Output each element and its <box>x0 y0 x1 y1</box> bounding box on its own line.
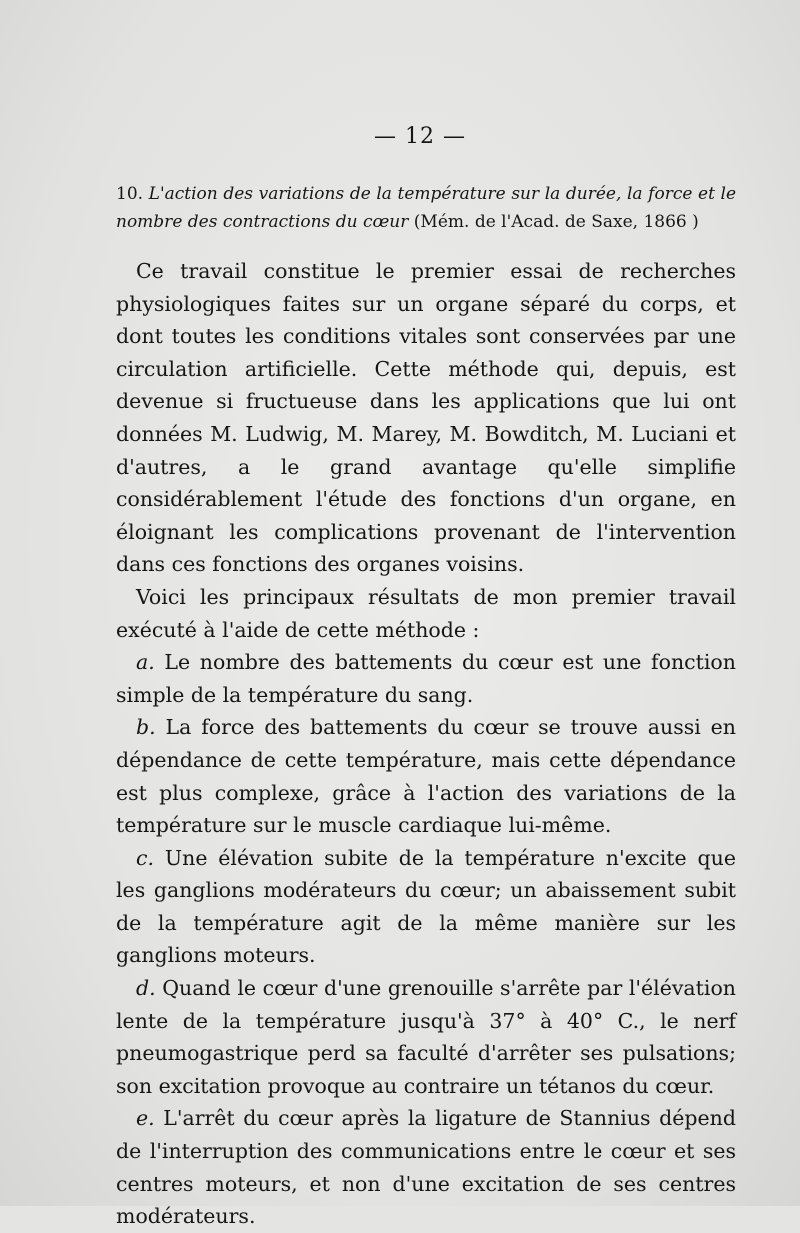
page-number: — 12 — <box>374 124 466 149</box>
result-text: La force des battements du cœur se trouve aussi en dépendance de cette température, mais cette dépendance est plus complexe, grâce à l'action des variations de la température sur le muscle cardiaque lui-même. <box>116 715 736 838</box>
citation-title: L'action des variations de la température sur la durée, la force et le nombre des contractions du cœur <box>116 184 736 232</box>
result-item-d <box>116 972 736 1102</box>
result-label: d. <box>136 976 156 1001</box>
result-item-c <box>116 842 736 972</box>
result-item-a <box>116 646 736 711</box>
result-item-e <box>116 1102 736 1232</box>
body-text <box>116 255 736 1233</box>
result-text: Une élévation subite de la température n'excite que les ganglions modérateurs du cœur; un abaissement subit de la température agit de la même manière sur les ganglions moteurs. <box>116 845 736 968</box>
result-item-b <box>116 711 736 841</box>
result-label: c. <box>136 845 154 870</box>
result-text: Quand le cœur d'une grenouille s'arrête par l'élévation lente de la température jusqu'à 37° à 40° C., le nerf pneumogastrique perd sa faculté d'arrêter ses pulsations; son excitation provoque au contraire un tétanos du cœur. <box>116 976 736 1098</box>
result-label: a. <box>136 650 155 675</box>
result-label: b. <box>136 715 156 740</box>
lead-paragraph: Voici les principaux résultats de mon premier travail exécuté à l'aide de cette méthode : <box>116 584 736 642</box>
result-text: Le nombre des battements du cœur est une fonction simple de la température du sang. <box>116 650 736 707</box>
citation-entry <box>116 180 736 236</box>
intro-paragraph: Ce travail constitue le premier essai de recherches physiologiques faites sur un organe séparé du corps, et dont toutes les conditions vitales sont conservées par une circulation artificielle. Cette méthode qui, depuis, est devenue si fructueuse dans les applications que lui ont données M. Ludwig, M. Marey, M. Bowditch, M. Luciani et d'autres, a le grand avantage qu'elle simplifie considérablement l'étude des fonctions d'un organe, en éloignant les complications provenant de l'intervention dans ces fonctions des organes voisins. <box>116 259 736 577</box>
result-text: L'arrêt du cœur après la ligature de Stannius dépend de l'interruption des communications entre le cœur et ses centres moteurs, et non d'une excitation de ses centres modérateurs. <box>116 1106 736 1229</box>
citation-number: 10. <box>116 184 144 204</box>
result-label: e. <box>136 1106 155 1131</box>
citation-source: (Mém. de l'Acad. de Saxe, 1866 ) <box>413 212 699 232</box>
